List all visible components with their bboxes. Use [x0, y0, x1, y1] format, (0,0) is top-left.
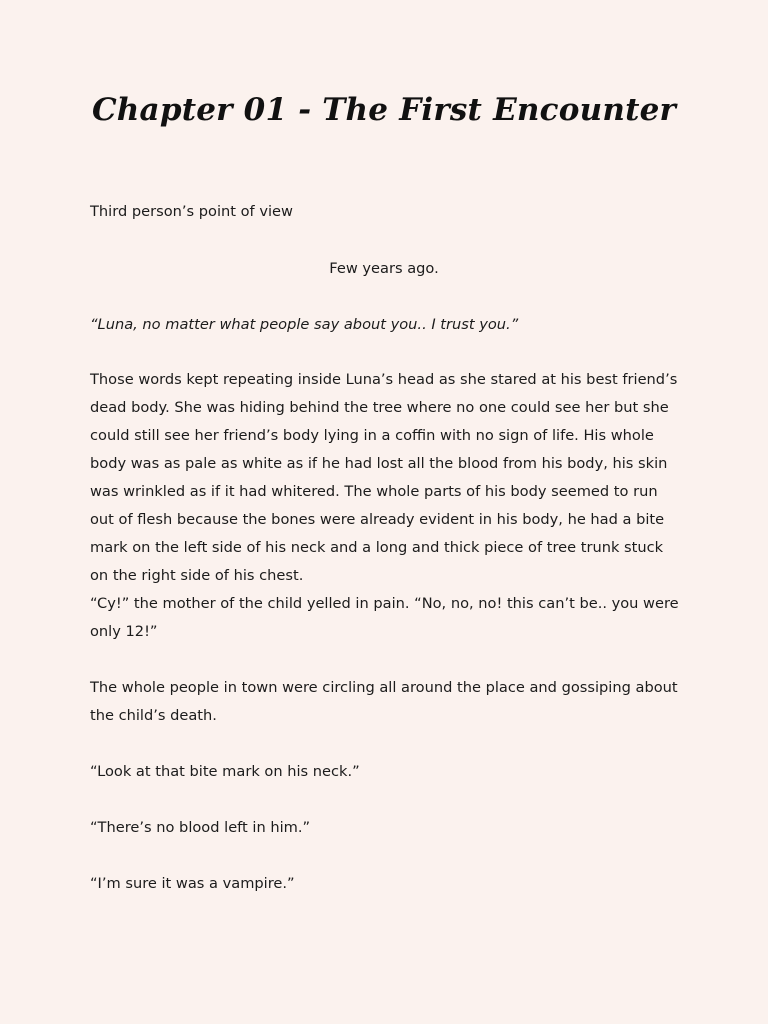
time-line: Few years ago. — [329, 260, 439, 277]
quote-paragraph: “Luna, no matter what people say about you.. I trust you.” — [90, 316, 519, 333]
dialogue-line: “There’s no blood left in him.” — [90, 819, 311, 836]
pov-line: Third person’s point of view — [90, 203, 293, 220]
chapter-title: Chapter 01 - The First Encounter — [91, 92, 677, 128]
dialogue-line: “I’m sure it was a vampire.” — [90, 875, 295, 892]
mother-dialogue-paragraph: “Cy!” the mother of the child yelled in pain. “No, no, no! this can’t be.. you were only 12!” — [90, 595, 679, 640]
dialogue-line: “Look at that bite mark on his neck.” — [90, 763, 360, 780]
story-paragraph: Those words kept repeating inside Luna’s head as she stared at his best friend’s dead body. She was hiding behind the tree where no one could see her but she could still see her friend’s body lying in a coffin with no sign of life. His whole body was as pale as white as if he had lost all the blood from his body, his skin was wrinkled as if it had whitered. The whole parts of his body seemed to run out of flesh because the bones were already evident in his body, he had a bite mark on the left side of his neck and a long and thick piece of tree trunk stuck on the right side of his chest. — [90, 371, 678, 584]
town-paragraph: The whole people in town were circling all around the place and gossiping about the child’s death. — [90, 679, 678, 724]
